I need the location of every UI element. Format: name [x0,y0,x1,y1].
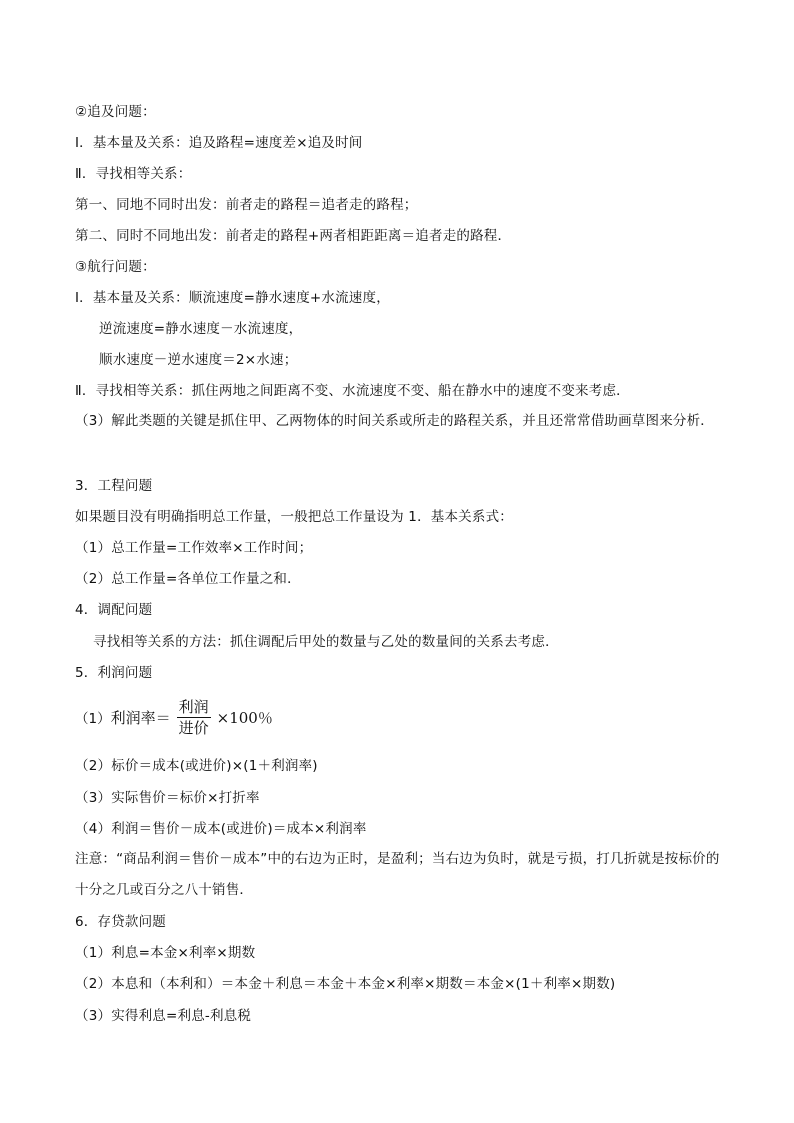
text-line: （1）利息=本金×利率×期数 [75,945,256,961]
profit-rate-formula [75,695,273,739]
text-line: ③航行问题： [75,259,156,275]
text-paragraph: 注意：“商品利润＝售价－成本”中的右边为正时，是盈利；当右边为负时，就是亏损，打几折就是按标价的十分之几或百分之八十销售． [75,851,720,898]
text-line: Ⅱ．寻找相等关系：抓住两地之间距离不变、水流速度不变、船在静水中的速度不变来考虑． [75,383,630,399]
text-line: （2）总工作量=各单位工作量之和． [75,571,301,587]
section-heading: 6．存贷款问题 [75,914,166,930]
formula-prefix: （1） [75,711,111,727]
text-paragraph: （3）解此类题的关键是抓住甲、乙两物体的时间关系或所走的路程关系，并且还常常借助画草图来分析． [75,413,714,429]
section-heading: 5．利润问题 [75,665,153,681]
text-line: 第一、同地不同时出发：前者走的路程＝追者走的路程； [75,197,418,213]
text-line: Ⅱ．寻找相等关系： [75,166,192,182]
section-heading: 3．工程问题 [75,478,153,494]
text-line: 如果题目没有明确指明总工作量，一般把总工作量设为 1．基本关系式： [75,509,513,525]
formula-lhs: 利润率＝ [110,708,171,727]
text-line: 顺水速度－逆水速度＝2×水速； [99,352,298,368]
fraction [177,698,211,737]
text-line: Ⅰ．基本量及关系：追及路程=速度差×追及时间 [75,135,363,151]
text-line: （3）实际售价＝标价×打折率 [75,790,260,806]
text-line: Ⅰ．基本量及关系：顺流速度=静水速度+水流速度， [75,290,390,306]
fraction-numerator: 利润 [178,697,209,716]
fraction-denominator: 进价 [178,718,209,737]
text-line: （1）总工作量=工作效率×工作时间； [75,540,313,556]
text-line: （3）实得利息=利息-利息税 [75,1008,252,1024]
text-line: 第二、同时不同地出发：前者走的路程+两者相距距离＝追者走的路程． [75,228,512,244]
text-line: （4）利润＝售价－成本(或进价)＝成本×利润率 [75,821,367,837]
text-line: （2）标价＝成本(或进价)×(1＋利润率) [75,758,318,774]
section-heading: 4．调配问题 [75,602,153,618]
text-line: ②追及问题： [75,104,156,120]
text-line: 寻找相等关系的方法：抓住调配后甲处的数量与乙处的数量间的关系去考虑． [93,634,559,650]
text-line: （2）本息和（本利和）＝本金＋利息＝本金＋本金×利率×期数＝本金×(1＋利率×期数) [75,976,616,992]
text-line: 逆流速度=静水速度－水流速度， [99,321,303,337]
formula-rhs: ×100％ [216,708,273,727]
